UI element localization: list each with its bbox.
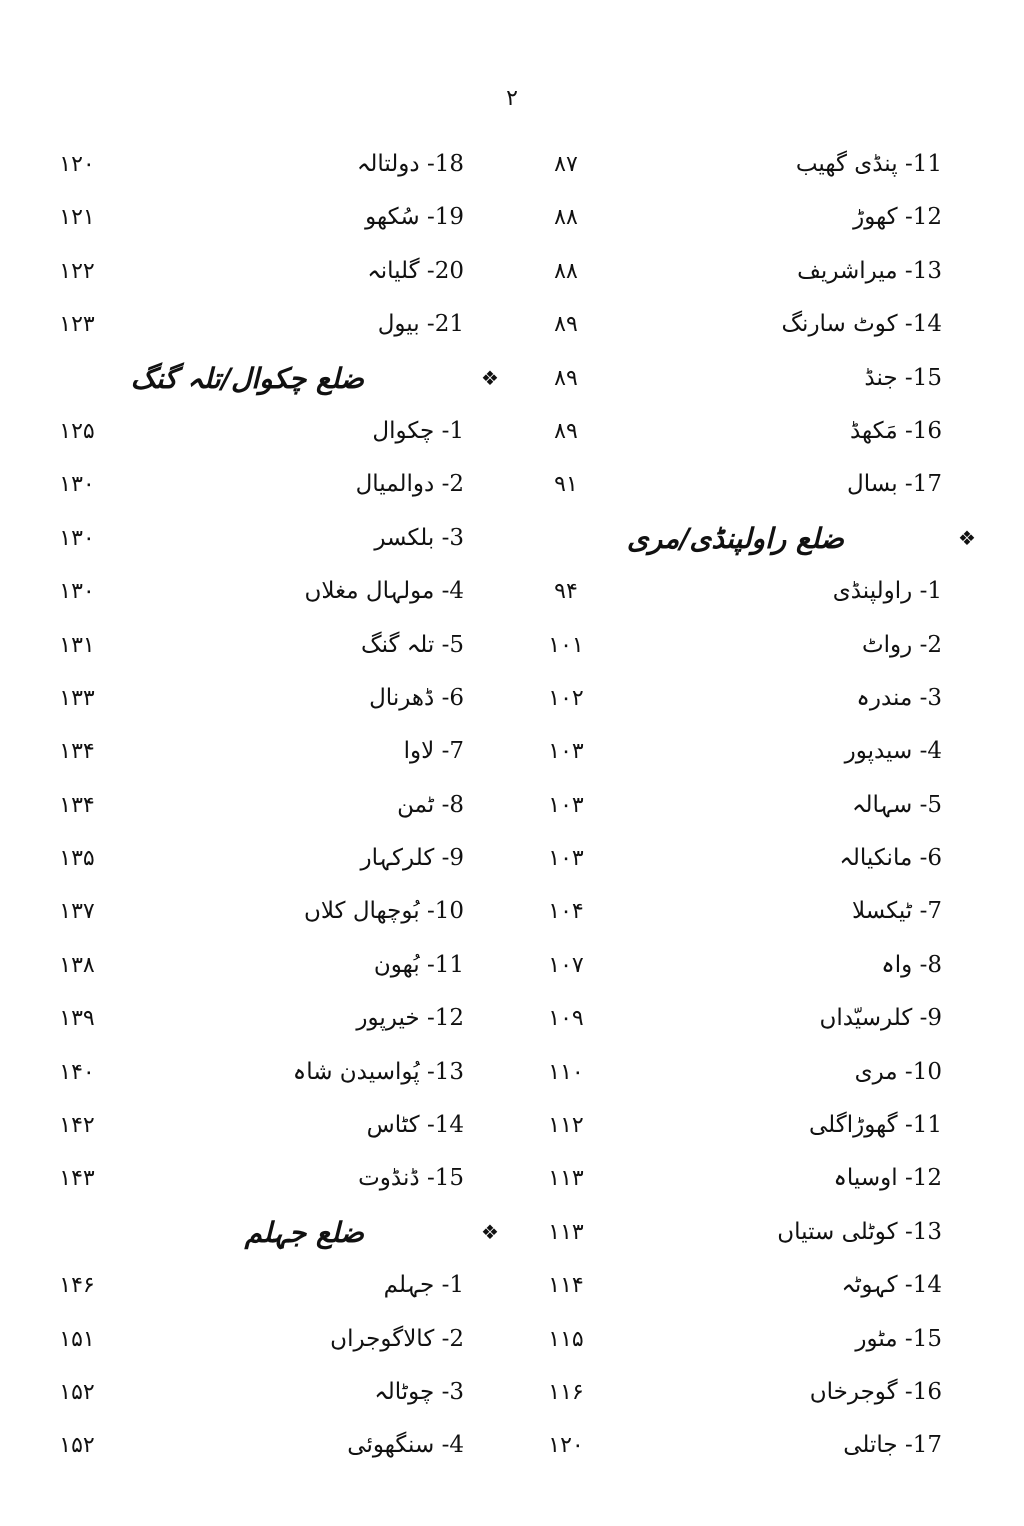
section-heading-rawalpindi: ضلع راولپنڈی/مری [626,521,844,555]
section-heading-chakwal: ضلع چکوال/تلہ گنگ [130,361,364,395]
toc-row [0,458,1024,511]
toc-row [0,405,1024,458]
entry-title: 11- گھوڑاگلی [808,1112,942,1139]
entry-title: 12- کھوڑ [853,204,942,231]
entry-title: 14- کوٹ سارنگ [781,311,942,338]
entry-title: 5- سہالہ [852,791,942,818]
entry-page: ۱۱۰ [548,1059,584,1085]
toc-row [0,1366,1024,1419]
entry-page: ۱۲۲ [59,258,95,284]
entry-title: 9- کلرکہار [360,845,464,872]
toc-row [0,138,1024,191]
entry-page: ۱۵۱ [59,1326,95,1352]
entry-title: 6- مانکیالہ [839,845,942,872]
entry-page: ۱۱۶ [548,1379,584,1405]
entry-page: ۱۲۵ [59,418,95,444]
entry-page: ۱۴۳ [59,1166,95,1192]
section-bullet-icon: ❖ [481,1219,499,1244]
entry-title: 14- کہوٹہ [841,1272,942,1299]
entry-page: ۱۳۱ [59,632,95,658]
toc-row [0,565,1024,618]
toc-entries [0,138,1024,1473]
entry-title: 3- چوٹالہ [374,1378,464,1405]
entry-page: ۱۴۲ [59,1113,95,1139]
entry-page: ۱۲۰ [59,152,95,177]
entry-page: ۸۹ [554,312,578,338]
section-heading-jhelum: ضلع جہلم [244,1215,364,1249]
entry-title: 13- میراشریف [797,257,942,284]
entry-title: 20- گلیانہ [367,257,464,284]
entry-page: ۱۴۰ [59,1059,95,1085]
entry-title: 3- بلکسر [374,524,464,551]
entry-title: 13- پُواسیدن شاہ [292,1058,464,1085]
entry-title: 10- بُوچھال کلاں [303,898,464,925]
entry-page: ۸۸ [554,258,578,284]
entry-page: ۱۱۵ [548,1326,584,1352]
section-bullet-icon: ❖ [481,365,499,390]
toc-row [0,512,1024,565]
toc-row [0,1206,1024,1259]
toc-row [0,1046,1024,1099]
entry-page: ۱۱۳ [548,1219,584,1245]
entry-page: ۱۳۵ [59,846,95,872]
entry-title: 16- گوجرخاں [809,1378,942,1405]
entry-title: 17- بسال [846,471,942,498]
entry-page: ۱۲۱ [59,205,95,231]
toc-row [0,1099,1024,1152]
entry-page: ۱۱۴ [548,1273,584,1299]
entry-page: ۱۰۳ [548,792,584,818]
entry-title: 11- بُھون [373,951,464,978]
entry-title: 12- خیرپور [356,1005,464,1032]
entry-page: ۱۵۲ [59,1433,95,1459]
entry-page: ۸۹ [554,365,578,391]
entry-title: 11- پنڈی گھیب [795,151,942,177]
entry-title: 8- واہ [881,951,942,978]
section-bullet-icon: ❖ [958,525,976,550]
toc-row [0,191,1024,244]
entry-page: ۱۳۷ [59,899,95,925]
entry-title: 1- چکوال [372,417,464,444]
entry-page: ۱۱۲ [548,1113,584,1139]
entry-title: 4- سیدپور [844,738,942,765]
entry-title: 2- دوالمیال [355,471,464,498]
entry-title: 15- مٹور [855,1325,942,1352]
entry-page: ۱۳۰ [59,472,95,498]
entry-title: 10- مری [854,1058,942,1085]
entry-page: ۱۵۲ [59,1379,95,1405]
entry-title: 9- کلرسیّداں [819,1005,942,1032]
toc-row [0,779,1024,832]
entry-page: ۱۰۳ [548,846,584,872]
entry-title: 4- مولہال مغلاں [304,578,464,605]
entry-title: 2- کالاگوجراں [330,1325,464,1352]
entry-title: 21- بیول [377,311,464,338]
entry-page: ۹۱ [554,472,578,498]
toc-row [0,619,1024,672]
entry-title: 5- تلہ گنگ [360,631,464,658]
entry-title: 12- اوسیاہ [833,1165,942,1192]
entry-title: 3- مندرہ [856,684,942,711]
entry-page: ۱۳۳ [59,685,95,711]
entry-title: 8- ٹمن [397,791,464,818]
toc-row [0,1259,1024,1312]
entry-page: ۸۹ [554,418,578,444]
entry-title: 18- دولتالہ [356,151,464,177]
entry-title: 1- جہلم [383,1272,464,1299]
toc-row [0,298,1024,351]
entry-page: ۱۰۳ [548,739,584,765]
entry-title: 15- ڈنڈوت [358,1165,464,1192]
page-number: ۲ [506,86,518,111]
entry-page: ۱۲۳ [59,312,95,338]
entry-title: 7- ٹیکسلا [851,898,942,925]
entry-page: ۸۷ [554,152,578,177]
entry-page: ۱۰۷ [548,952,584,978]
entry-page: ۱۳۹ [59,1006,95,1032]
entry-title: 4- سنگھوئی [347,1432,464,1459]
entry-page: ۹۴ [554,579,578,605]
entry-page: ۸۸ [554,205,578,231]
entry-page: ۱۰۴ [548,899,584,925]
entry-page: ۱۰۲ [548,685,584,711]
toc-row [0,832,1024,885]
entry-title: 19- سُکھو [365,204,464,231]
toc-row [0,672,1024,725]
toc-row [0,939,1024,992]
entry-title: 1- راولپنڈی [832,578,942,605]
entry-title: 14- کٹاس [366,1112,464,1139]
entry-page: ۱۰۱ [548,632,584,658]
entry-page: ۱۳۰ [59,525,95,551]
entry-title: 13- کوٹلی ستیاں [777,1218,942,1245]
entry-title: 16- مَکھڈ [849,417,942,444]
toc-row [0,245,1024,298]
toc-row [0,1313,1024,1366]
entry-page: ۱۳۰ [59,579,95,605]
toc-row [0,992,1024,1045]
toc-row [0,1152,1024,1205]
toc-row [0,352,1024,405]
entry-page: ۱۳۴ [59,739,95,765]
entry-page: ۱۳۴ [59,792,95,818]
toc-row [0,885,1024,938]
toc-row [0,1419,1024,1472]
entry-title: 6- ڈھرنال [369,684,464,711]
entry-page: ۱۲۰ [548,1433,584,1459]
toc-row [0,725,1024,778]
entry-title: 2- رواٹ [862,631,942,658]
entry-page: ۱۴۶ [59,1273,95,1299]
entry-title: 15- جنڈ [864,364,942,391]
entry-page: ۱۰۹ [548,1006,584,1032]
entry-page: ۱۳۸ [59,952,95,978]
entry-title: 17- جاتلی [843,1432,942,1459]
entry-title: 7- لاوا [403,738,464,765]
entry-page: ۱۱۳ [548,1166,584,1192]
